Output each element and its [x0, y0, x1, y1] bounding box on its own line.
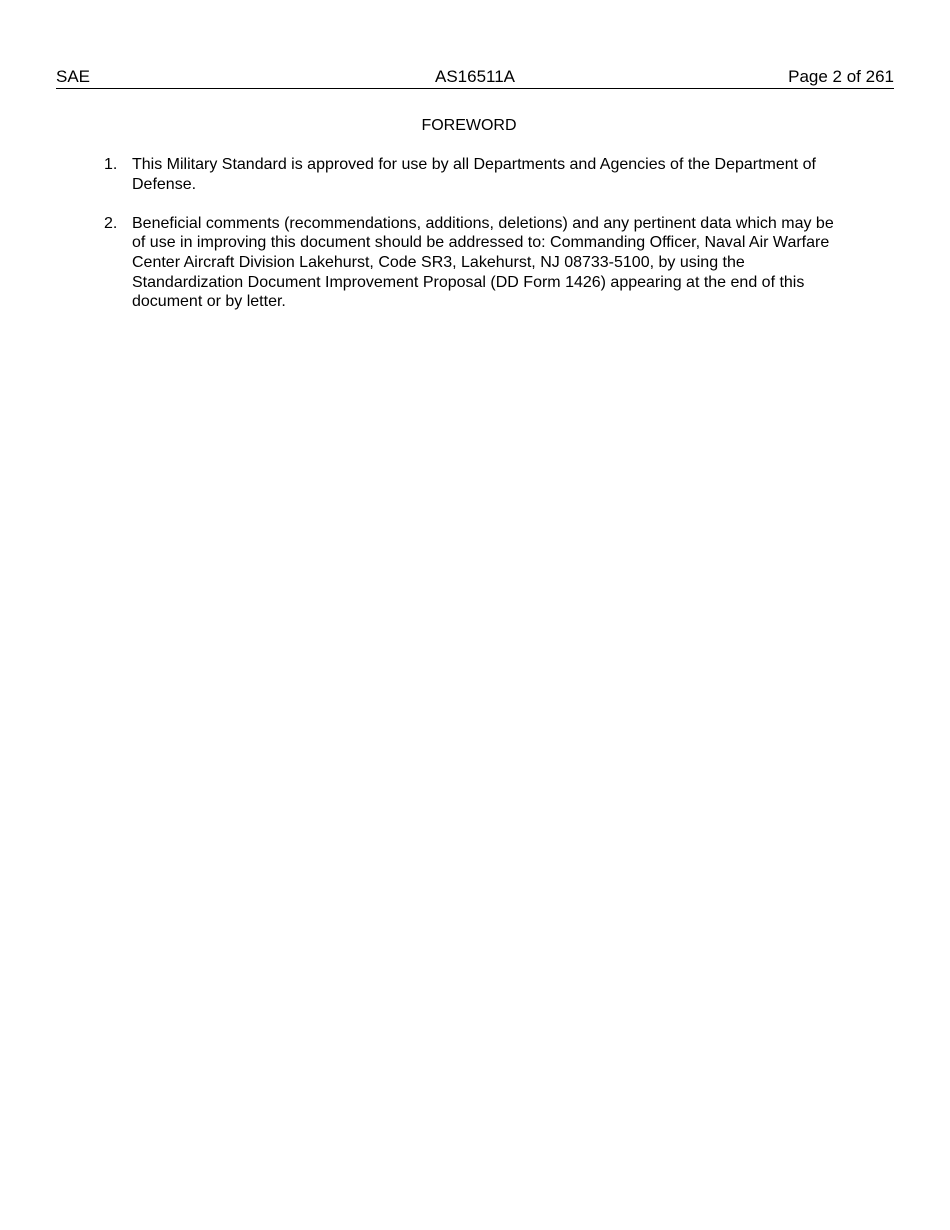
page-header — [56, 66, 894, 89]
list-item-number: 2. — [104, 214, 118, 232]
list-item-number: 1. — [104, 156, 118, 173]
header-organization: SAE — [56, 67, 91, 86]
list-item-text: Beneficial comments (recommendations, additions, deletions) and any pertinent data which may be of use in improving this document should be addressed to: Commanding Officer, Naval Air Warfare Center Aircraft Division Lakehurst, Code SR3, Lakehurst, NJ 08733-5100, by using the Standardization Document Improvement Proposal (DD Form 1426) appearing at the end of this document or by letter. — [132, 214, 834, 311]
page-title: FOREWORD — [421, 117, 517, 134]
list-item-text: This Military Standard is approved for use by all Departments and Agencies of the Department of Defense. — [132, 156, 816, 193]
list-item — [104, 155, 844, 194]
header-page-number: Page 2 of 261 — [788, 67, 894, 86]
list-item — [104, 214, 844, 312]
foreword-list — [104, 155, 844, 331]
header-document-number: AS16511A — [434, 67, 516, 86]
